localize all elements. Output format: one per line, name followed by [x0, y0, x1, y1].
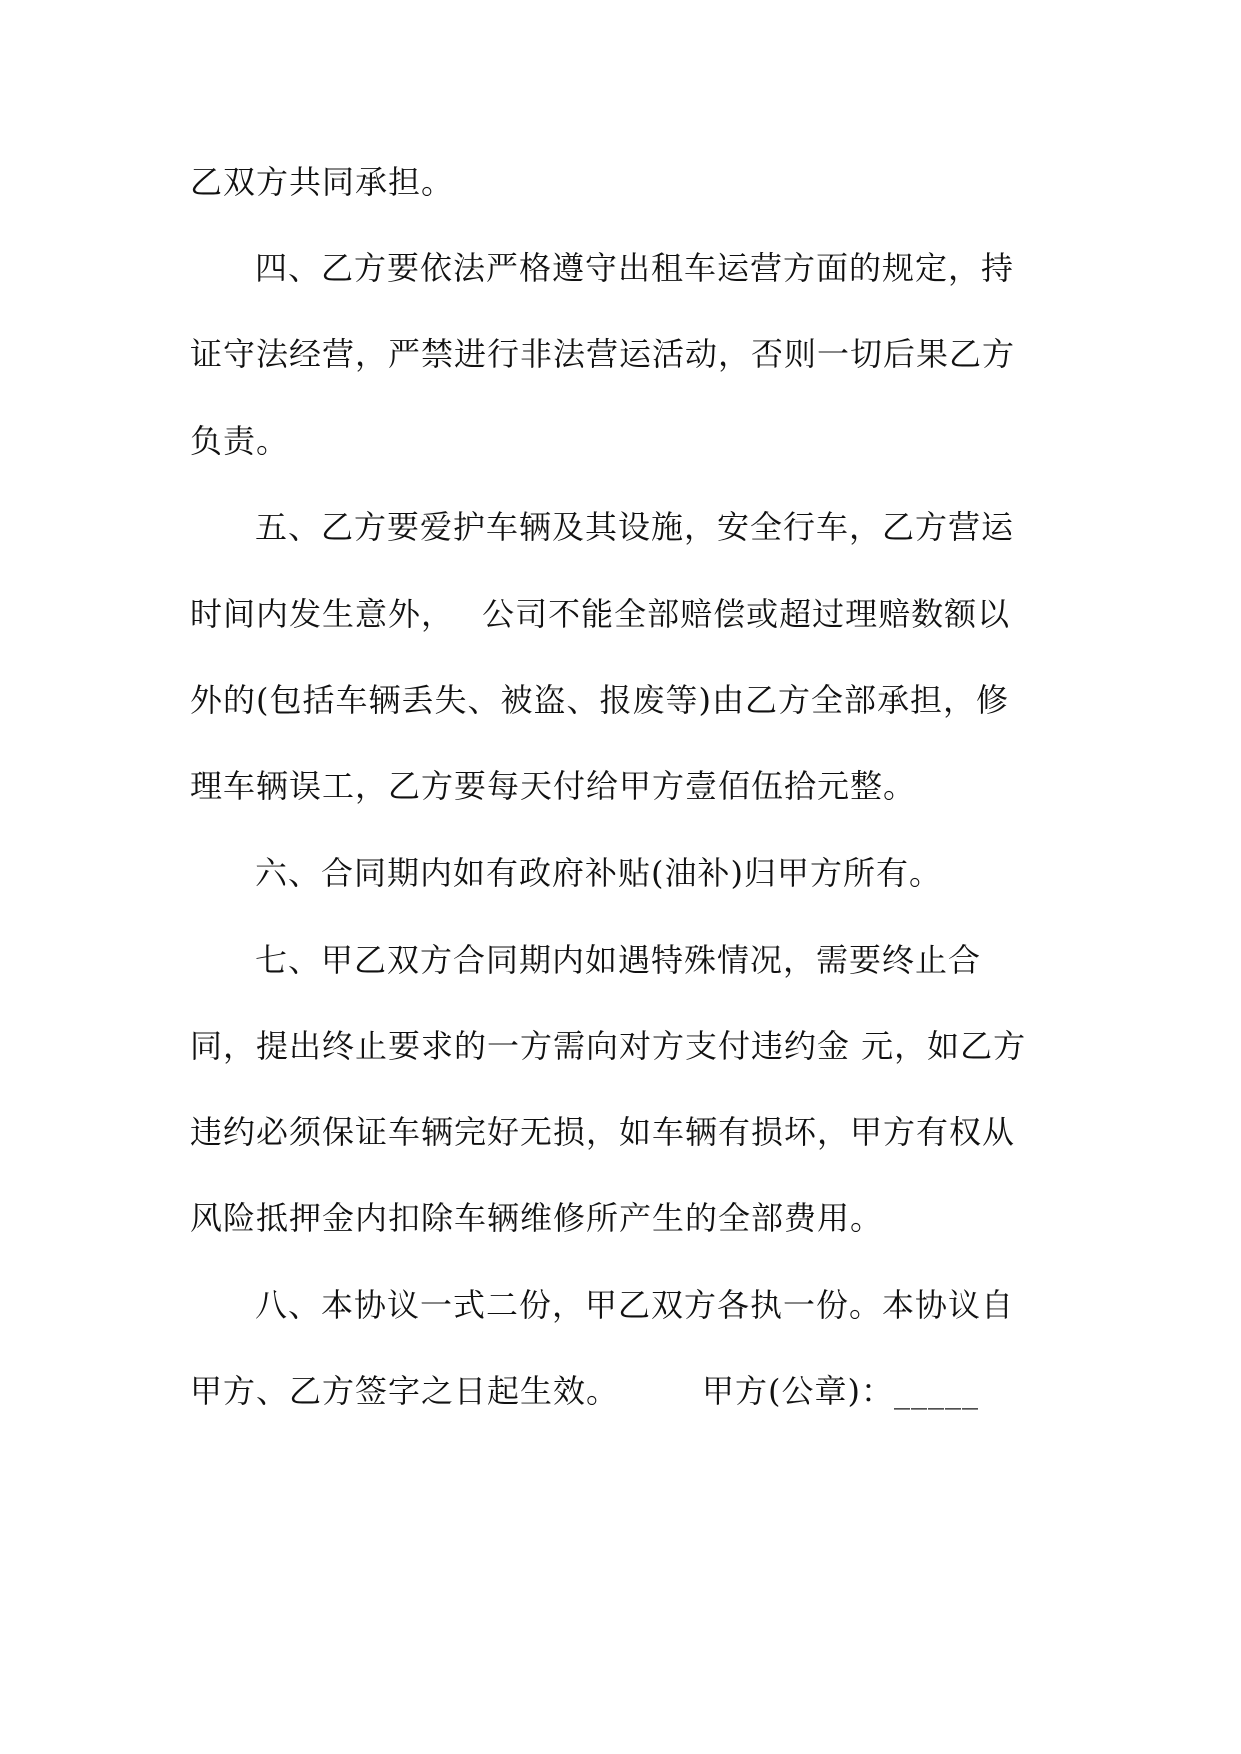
clause-8-heading-line: 八、本协议一式二份，甲乙双方各执一份。本协议自	[255, 1286, 1015, 1324]
text-line: 负责。	[190, 422, 290, 460]
text-line: 风险抵押金内扣除车辆维修所产生的全部费用。	[190, 1199, 884, 1237]
text-line: 乙双方共同承担。	[190, 163, 455, 201]
clause-7-heading-line: 七、甲乙双方合同期内如遇特殊情况，需要终止合	[255, 941, 982, 979]
clause-6-line: 六、合同期内如有政府补贴(油补)归甲方所有。	[255, 854, 942, 892]
text-line: 同，提出终止要求的一方需向对方支付违约金 元，如乙方	[190, 1027, 1027, 1065]
clause-5-heading-line: 五、乙方要爱护车辆及其设施，安全行车，乙方营运	[255, 508, 1015, 546]
text-line: 外的(包括车辆丢失、被盗、报废等)由乙方全部承担，修	[190, 681, 1009, 719]
text-line: 时间内发生意外， 公司不能全部赔偿或超过理赔数额以	[190, 595, 1011, 633]
text-line: 证守法经营，严禁进行非法营运活动，否则一切后果乙方	[190, 335, 1016, 373]
clause-4-heading-line: 四、乙方要依法严格遵守出租车运营方面的规定，持	[255, 249, 1015, 287]
signature-line: 甲方、乙方签字之日起生效。 甲方(公章)：_____	[190, 1372, 979, 1410]
text-line: 理车辆误工，乙方要每天付给甲方壹佰伍拾元整。	[190, 767, 917, 805]
text-line: 违约必须保证车辆完好无损，如车辆有损坏，甲方有权从	[190, 1113, 1016, 1151]
